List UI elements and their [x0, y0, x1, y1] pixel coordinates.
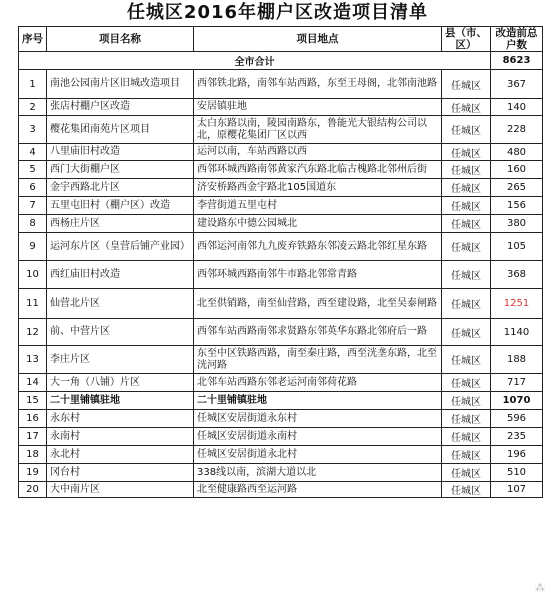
- row-index: 12: [19, 319, 47, 346]
- row-households: 140: [491, 99, 543, 116]
- table-row: [19, 446, 543, 464]
- table-row: [19, 179, 543, 197]
- row-households: 596: [491, 410, 543, 428]
- row-location: 运河以南，车站西路以西: [194, 144, 442, 161]
- row-project-name: 永北村: [47, 446, 194, 464]
- table-row: [19, 464, 543, 482]
- table-row: [19, 161, 543, 179]
- row-households: 228: [491, 116, 543, 144]
- row-project-name: 西红庙旧村改造: [47, 261, 194, 289]
- row-households: 107: [491, 482, 543, 498]
- row-project-name: 五里屯旧村（棚户区）改造: [47, 197, 194, 215]
- row-project-name: 樱花集团南苑片区项目: [47, 116, 194, 144]
- row-households: 188: [491, 346, 543, 374]
- col-header-county: 县（市、区）: [442, 27, 491, 52]
- row-county: 任城区: [442, 346, 491, 374]
- row-index: 11: [19, 289, 47, 319]
- project-table: [18, 26, 543, 498]
- table-row: [19, 319, 543, 346]
- row-location: 任城区安居街道永东村: [194, 410, 442, 428]
- row-index: 4: [19, 144, 47, 161]
- total-label: 全市合计: [19, 52, 491, 70]
- total-row: [19, 52, 543, 70]
- row-index: 14: [19, 374, 47, 392]
- row-location: 西邻环城西路南邻牛市路北邻常青路: [194, 261, 442, 289]
- row-index: 18: [19, 446, 47, 464]
- row-county: 任城区: [442, 233, 491, 261]
- row-county: 任城区: [442, 161, 491, 179]
- row-project-name: 西杨庄片区: [47, 215, 194, 233]
- header-row: [19, 27, 543, 52]
- row-county: 任城区: [442, 179, 491, 197]
- row-project-name: 永东村: [47, 410, 194, 428]
- col-header-index: 序号: [19, 27, 47, 52]
- col-header-households: 改造前总户数: [491, 27, 543, 52]
- row-index: 13: [19, 346, 47, 374]
- row-index: 15: [19, 392, 47, 410]
- row-project-name: 南池公园南片区旧城改造项目: [47, 70, 194, 99]
- row-index: 5: [19, 161, 47, 179]
- row-location: 任城区安居街道永北村: [194, 446, 442, 464]
- row-project-name: 仙营北片区: [47, 289, 194, 319]
- row-county: 任城区: [442, 261, 491, 289]
- row-county: 任城区: [442, 289, 491, 319]
- row-location: 北至供销路，南至仙营路，西至建设路，北至吴泰闸路: [194, 289, 442, 319]
- col-header-name: 项目名称: [47, 27, 194, 52]
- row-location: 西邻铁北路，南邻车站西路，东至王母阁，北邻南池路: [194, 70, 442, 99]
- col-header-location: 项目地点: [194, 27, 442, 52]
- row-project-name: 八里庙旧村改造: [47, 144, 194, 161]
- row-index: 7: [19, 197, 47, 215]
- row-households: 480: [491, 144, 543, 161]
- row-county: 任城区: [442, 410, 491, 428]
- row-households: 196: [491, 446, 543, 464]
- row-location: 东至中区铁路西路，南至秦庄路，西至洸垄东路，北至洸河路: [194, 346, 442, 374]
- table-row: [19, 99, 543, 116]
- table-row: [19, 374, 543, 392]
- watermark: ⁂: [535, 583, 545, 594]
- row-project-name: 永南村: [47, 428, 194, 446]
- row-county: 任城区: [442, 482, 491, 498]
- row-location: 太白东路以南，陵园南路东，鲁能光大银结构公司以北，原樱花集团厂区以西: [194, 116, 442, 144]
- row-index: 17: [19, 428, 47, 446]
- table-row: [19, 346, 543, 374]
- row-index: 16: [19, 410, 47, 428]
- row-location: 二十里铺镇驻地: [194, 392, 442, 410]
- total-value: 8623: [491, 52, 543, 70]
- row-county: 任城区: [442, 374, 491, 392]
- row-project-name: 大一角（八铺）片区: [47, 374, 194, 392]
- row-location: 任城区安居街道永南村: [194, 428, 442, 446]
- row-project-name: 大中南片区: [47, 482, 194, 498]
- row-index: 2: [19, 99, 47, 116]
- row-index: 20: [19, 482, 47, 498]
- row-county: 任城区: [442, 215, 491, 233]
- row-county: 任城区: [442, 144, 491, 161]
- row-project-name: 运河东片区（皇营后铺产业园）: [47, 233, 194, 261]
- row-project-name: 冈台村: [47, 464, 194, 482]
- page-title: 任城区2016年棚户区改造项目清单: [126, 2, 429, 23]
- table-row: [19, 70, 543, 99]
- row-county: 任城区: [442, 446, 491, 464]
- table-row: [19, 428, 543, 446]
- row-index: 1: [19, 70, 47, 99]
- row-index: 19: [19, 464, 47, 482]
- row-county: 任城区: [442, 99, 491, 116]
- row-location: 北至健康路西至运河路: [194, 482, 442, 498]
- row-households: 156: [491, 197, 543, 215]
- row-households: 510: [491, 464, 543, 482]
- table-row: [19, 392, 543, 410]
- row-location: 安居镇驻地: [194, 99, 442, 116]
- row-households: 1070: [491, 392, 543, 410]
- row-households: 1251: [491, 289, 543, 319]
- row-location: 西邻车站西路南邻求贤路东邻英华东路北邻府后一路: [194, 319, 442, 346]
- row-households: 368: [491, 261, 543, 289]
- row-index: 10: [19, 261, 47, 289]
- table-row: [19, 289, 543, 319]
- row-households: 367: [491, 70, 543, 99]
- row-households: 1140: [491, 319, 543, 346]
- row-index: 3: [19, 116, 47, 144]
- row-project-name: 张店村棚户区改造: [47, 99, 194, 116]
- table-row: [19, 197, 543, 215]
- row-county: 任城区: [442, 464, 491, 482]
- row-location: 北邻车站西路东邻老运河南邻荷花路: [194, 374, 442, 392]
- row-county: 任城区: [442, 319, 491, 346]
- table-row: [19, 144, 543, 161]
- row-households: 380: [491, 215, 543, 233]
- row-index: 9: [19, 233, 47, 261]
- row-project-name: 李庄片区: [47, 346, 194, 374]
- row-project-name: 前、中营片区: [47, 319, 194, 346]
- row-project-name: 金宇西路北片区: [47, 179, 194, 197]
- row-project-name: 西门大街棚户区: [47, 161, 194, 179]
- row-location: 济安桥路西金宇路北105国道东: [194, 179, 442, 197]
- table-row: [19, 410, 543, 428]
- table-row: [19, 116, 543, 144]
- row-county: 任城区: [442, 116, 491, 144]
- table-row: [19, 233, 543, 261]
- row-county: 任城区: [442, 197, 491, 215]
- row-project-name: 二十里铺镇驻地: [47, 392, 194, 410]
- row-index: 6: [19, 179, 47, 197]
- row-location: 西邻运河南邻九九废弃铁路东邻凌云路北邻红星东路: [194, 233, 442, 261]
- row-households: 160: [491, 161, 543, 179]
- row-location: 338线以南，滨湖大道以北: [194, 464, 442, 482]
- row-county: 任城区: [442, 392, 491, 410]
- row-households: 235: [491, 428, 543, 446]
- row-households: 717: [491, 374, 543, 392]
- row-location: 建设路东中德公园城北: [194, 215, 442, 233]
- row-households: 105: [491, 233, 543, 261]
- row-county: 任城区: [442, 428, 491, 446]
- row-location: 李营街道五里屯村: [194, 197, 442, 215]
- table-row: [19, 482, 543, 498]
- row-index: 8: [19, 215, 47, 233]
- row-households: 265: [491, 179, 543, 197]
- row-location: 西邻环城西路南邻黄家汽东路北临古槐路北邻州后街: [194, 161, 442, 179]
- table-row: [19, 261, 543, 289]
- table-row: [19, 215, 543, 233]
- row-county: 任城区: [442, 70, 491, 99]
